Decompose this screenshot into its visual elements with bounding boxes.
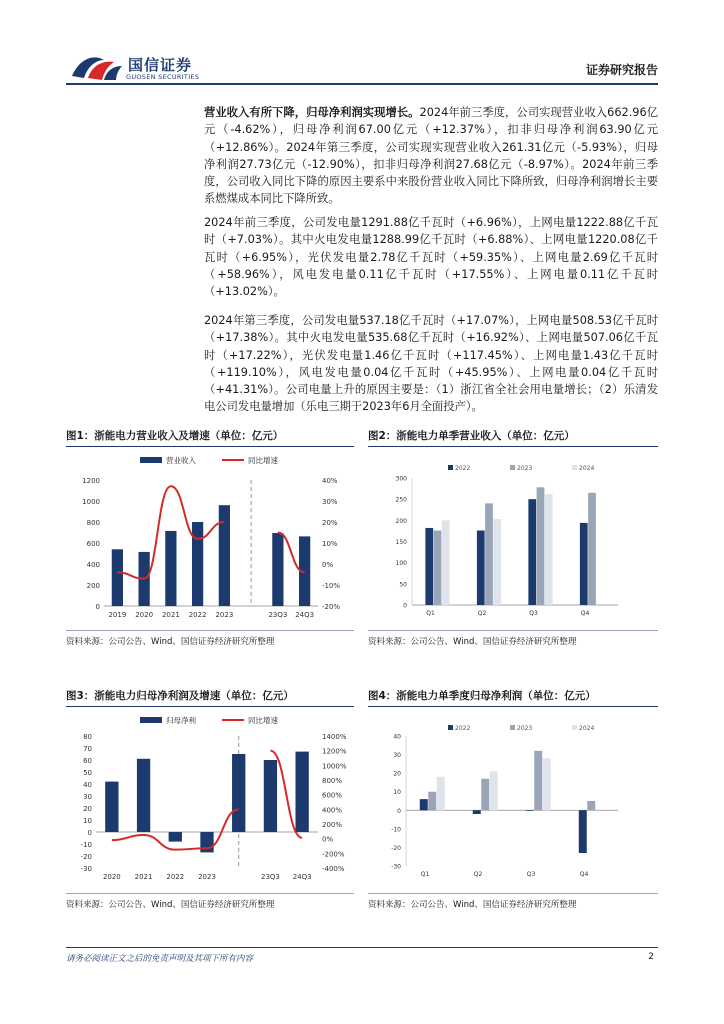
y-tick-label: 150 — [395, 539, 407, 546]
growth-line-annual — [112, 809, 239, 849]
y-left-tick-label: 0 — [87, 829, 92, 837]
bar-2024-Q1 — [442, 520, 450, 605]
y-tick-label: 0 — [403, 602, 407, 610]
y-right-tick-label: 600% — [322, 791, 343, 800]
paragraph-text: 2024年前三季度，公司实现营业收入662.96亿元（-4.62%），归母净利润67.00亿元（+12.37%），扣非归母净利润63.90亿元（+12.86%）。2024年第三季度，公司实现实现营业收入261.31亿元（-5.93%），归母净利润27.73亿元（-12.90%），扣非归母净利润27.68亿元（-8.97%）。2024年前三季度，公司收入同比下降的原因主要系中来股份营业收入同比下降所致，归母净利润增长主要系燃煤成本同比下降所致。 — [204, 106, 658, 206]
legend-swatch-2022 — [448, 725, 453, 730]
bar-2022 — [169, 832, 182, 842]
bar-2019 — [112, 549, 123, 606]
bar-2023-Q1 — [428, 792, 436, 811]
x-tick-label: 2022 — [166, 873, 185, 881]
y-left-tick-label: 80 — [83, 733, 92, 741]
y-right-tick-label: 10% — [322, 540, 338, 548]
figure-3-chart — [66, 710, 354, 892]
bar-2022 — [192, 522, 203, 606]
y-tick-label: 250 — [395, 496, 407, 504]
x-tick-label: Q2 — [477, 610, 487, 617]
legend-line-label: 同比增速 — [248, 456, 278, 465]
x-tick-label: Q2 — [473, 871, 483, 878]
y-left-tick-label: -30 — [80, 865, 92, 873]
y-left-tick-label: -10 — [80, 841, 92, 849]
bar-2022-Q4 — [580, 523, 588, 605]
figure-4-source: 资料来源：公司公告、Wind、国信证券经济研究所整理 — [368, 900, 577, 910]
bar-2022-Q1 — [425, 528, 433, 605]
y-left-tick-label: 10 — [83, 817, 92, 825]
legend-label-2022: 2022 — [455, 725, 471, 732]
y-tick-label: 300 — [395, 475, 407, 483]
bar-2020 — [105, 782, 118, 832]
y-right-tick-label: 30% — [322, 498, 338, 506]
bar-2022-Q2 — [477, 530, 485, 605]
y-right-tick-label: 20% — [322, 519, 338, 527]
bar-2023-Q4 — [588, 493, 596, 605]
legend-swatch-2023 — [510, 465, 515, 470]
figure-3-caption: 图3：浙能电力归母净利润及增速（单位：亿元） — [66, 690, 294, 702]
x-tick-label: 2023 — [198, 873, 216, 881]
y-right-tick-label: 40% — [322, 477, 338, 485]
y-tick-label: 100 — [395, 560, 407, 568]
paragraph-revenue — [204, 104, 658, 208]
x-tick-label: 2020 — [135, 611, 154, 619]
figure-2-caption: 图2：浙能电力单季营业收入（单位：亿元） — [368, 430, 575, 442]
y-right-tick-label: 0% — [322, 835, 334, 844]
y-left-tick-label: 400 — [86, 561, 100, 569]
legend-label-2023: 2023 — [517, 465, 533, 472]
y-left-tick-label: 40 — [83, 781, 92, 789]
logo-text-cn: 国信证券 — [128, 56, 193, 74]
bar-2023-Q2 — [485, 503, 493, 605]
bar-2023-Q3 — [537, 487, 545, 605]
paragraph-power-ytd: 2024年前三季度，公司发电量1291.88亿千瓦时（+6.96%），上网电量1222.88亿千瓦时（+7.03%）。其中火电发电量1288.99亿千瓦时（+6.88%）、上网电量1220.08亿千瓦时（+6.95%），光伏发电量2.78亿千瓦时（+59.35%）、上网电量2.69亿千瓦时（+58.96%），风电发电量0.11亿千瓦时（+17.55%）、上网电量0.11亿千瓦时（+13.02%）。 — [204, 216, 658, 299]
x-tick-label: Q4 — [580, 610, 590, 617]
y-right-tick-label: 0% — [322, 561, 334, 569]
legend-label-2024: 2024 — [579, 465, 595, 472]
legend-swatch-2024 — [572, 725, 577, 730]
y-left-tick-label: -20 — [80, 853, 92, 861]
y-left-tick-label: 30 — [83, 793, 92, 801]
y-right-tick-label: 1400% — [322, 733, 347, 741]
legend-swatch-2023 — [510, 725, 515, 730]
y-right-tick-label: 1200% — [322, 747, 347, 756]
footer-divider — [66, 947, 658, 948]
x-tick-label: 23Q3 — [260, 873, 280, 881]
x-tick-label: Q4 — [579, 871, 589, 878]
bar-q — [232, 754, 245, 832]
y-right-tick-label: -10% — [322, 582, 341, 590]
x-tick-label: Q3 — [529, 610, 538, 617]
bar-2023-Q2 — [481, 779, 489, 811]
y-left-tick-label: 1200 — [82, 477, 100, 485]
legend-swatch-2024 — [572, 465, 577, 470]
y-tick-label: 40 — [393, 733, 401, 741]
x-tick-label: 2020 — [102, 873, 121, 881]
bar-23Q3 — [264, 760, 277, 832]
bar-2024-Q2 — [490, 771, 498, 810]
y-tick-label: 0 — [397, 807, 401, 815]
figure-1-chart — [66, 450, 354, 630]
y-left-tick-label: 60 — [83, 757, 92, 765]
x-tick-label: 23Q3 — [268, 611, 288, 619]
y-tick-label: 30 — [393, 752, 401, 760]
x-tick-label: Q1 — [426, 610, 435, 617]
figure-4-rule — [368, 706, 658, 707]
y-tick-label: 20 — [393, 770, 401, 778]
x-tick-label: 2021 — [161, 611, 180, 619]
guosen-logo — [70, 50, 200, 86]
figure-1-caption: 图1：浙能电力营业收入及增速（单位：亿元） — [66, 430, 284, 442]
y-left-tick-label: 800 — [86, 519, 100, 527]
y-right-tick-label: -20% — [322, 603, 341, 611]
figure-3-bottom-rule — [66, 893, 354, 894]
y-right-tick-label: -400% — [322, 865, 345, 873]
footer-disclaimer[interactable]: 请务必阅读正文之后的免责声明及其项下所有内容 — [66, 954, 254, 964]
bar-2023 — [200, 832, 213, 852]
x-tick-label: 24Q3 — [292, 873, 312, 881]
figure-1-bottom-rule — [66, 630, 354, 631]
y-tick-label: 200 — [395, 517, 407, 525]
page-number: 2 — [648, 952, 654, 962]
legend-bar-swatch — [140, 717, 162, 723]
x-tick-label: 24Q3 — [295, 611, 315, 619]
y-tick-label: -30 — [391, 863, 401, 871]
bar-2024-Q1 — [437, 777, 445, 810]
x-tick-label: 2021 — [134, 873, 153, 881]
bar-2024-Q3 — [543, 758, 551, 810]
bar-2024-Q3 — [545, 494, 553, 605]
figure-2-bottom-rule — [368, 630, 658, 631]
bar-2021 — [137, 759, 150, 832]
y-right-tick-label: 1000% — [322, 762, 347, 771]
bar-2023-Q1 — [434, 530, 442, 605]
bar-24Q3 — [295, 752, 308, 832]
x-tick-label: 2019 — [108, 611, 127, 619]
legend-line-label: 同比增速 — [248, 716, 278, 725]
report-type-label: 证券研究报告 — [585, 63, 658, 77]
figure-4-caption: 图4：浙能电力单季度归母净利润（单位：亿元） — [368, 690, 596, 702]
figure-2-rule — [368, 446, 658, 447]
bar-2022-Q2 — [473, 810, 481, 814]
x-tick-label: 2022 — [188, 611, 207, 619]
paragraph-lead: 营业收入有所下降，归母净利润实现增长。 — [204, 106, 420, 119]
legend-swatch-2022 — [448, 465, 453, 470]
figure-1-rule — [66, 446, 354, 447]
y-left-tick-label: 600 — [86, 540, 100, 548]
y-left-tick-label: 0 — [95, 603, 100, 611]
bar-2022-Q1 — [420, 799, 428, 810]
paragraph-power-q3: 2024年第三季度，公司发电量537.18亿千瓦时（+17.07%），上网电量508.53亿千瓦时（+17.38%）。其中火电发电量535.68亿千瓦时（+16.92%）、上网电量507.06亿千瓦时（+17.22%），光伏发电量1.46亿千瓦时（+117.45%）、上网电量1.43亿千瓦时（+119.10%），风电发电量0.04亿千瓦时（+45.95%）、上网电量0.04亿千瓦时（+41.31%）。公司电量上升的原因主要是：（1）浙江省全社会用电量增长；（2）乐清发电公司发电量增加（乐电三期于2023年6月全面投产）。 — [204, 314, 658, 414]
bar-2023-Q3 — [534, 751, 542, 810]
y-left-tick-label: 200 — [86, 582, 100, 590]
y-right-tick-label: -200% — [322, 850, 345, 859]
figure-3-rule — [66, 706, 354, 707]
legend-label-2023: 2023 — [517, 725, 533, 732]
y-tick-label: 10 — [393, 789, 401, 797]
bar-23Q3 — [272, 533, 283, 606]
y-left-tick-label: 20 — [83, 805, 92, 813]
bar-2023 — [219, 505, 230, 606]
y-left-tick-label: 1000 — [82, 498, 100, 506]
figure-1-source: 资料来源：公司公告、Wind、国信证券经济研究所整理 — [66, 637, 275, 647]
bar-2021 — [165, 531, 176, 606]
y-right-tick-label: 800% — [322, 777, 343, 785]
legend-label-2024: 2024 — [579, 725, 595, 732]
header-divider — [66, 83, 658, 85]
x-tick-label: 2023 — [215, 611, 234, 619]
x-tick-label: Q1 — [420, 871, 430, 878]
y-tick-label: 50 — [399, 581, 407, 589]
legend-label-2022: 2022 — [455, 465, 471, 472]
bar-2022-Q4 — [579, 810, 587, 853]
y-tick-label: -20 — [391, 844, 401, 852]
logo-text-en: GUOSEN SECURITIES — [126, 73, 200, 81]
y-right-tick-label: 200% — [322, 821, 343, 829]
guosen-logo-mark-icon — [70, 50, 124, 82]
figure-3-source: 资料来源：公司公告、Wind、国信证券经济研究所整理 — [66, 900, 275, 910]
legend-bar-swatch — [140, 457, 162, 463]
figure-4-chart — [368, 710, 658, 892]
bar-2022-Q3 — [526, 810, 534, 811]
y-right-tick-label: 400% — [322, 806, 343, 815]
y-left-tick-label: 70 — [83, 745, 92, 753]
figure-2-chart — [368, 450, 658, 630]
y-left-tick-label: 50 — [83, 769, 92, 777]
figure-2-source: 资料来源：公司公告、Wind、国信证券经济研究所整理 — [368, 637, 577, 647]
legend-bar-label: 营业收入 — [166, 456, 196, 465]
y-tick-label: -10 — [391, 826, 401, 834]
legend-bar-label: 归母净利 — [166, 716, 196, 725]
x-tick-label: Q3 — [526, 871, 536, 878]
figure-4-bottom-rule — [368, 893, 658, 894]
bar-2022-Q3 — [528, 499, 536, 605]
bar-2023-Q4 — [587, 801, 595, 810]
bar-2024-Q2 — [493, 519, 501, 605]
